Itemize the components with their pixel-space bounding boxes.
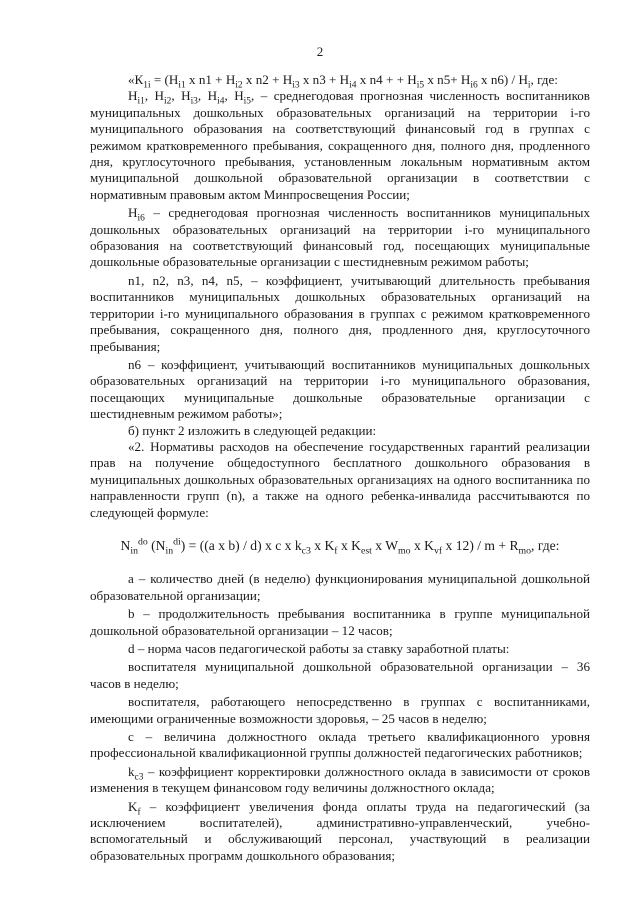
formula-sub: in — [165, 545, 174, 557]
item-b: б) пункт 2 изложить в следующей редакции: — [128, 422, 377, 438]
document-body — [90, 72, 590, 864]
formula-part: (N — [147, 537, 166, 553]
definition-kf — [90, 799, 590, 865]
formula-sub: i5 — [416, 80, 425, 91]
definition-d: d – норма часов педагогической работы за ставку заработной платы: — [128, 641, 510, 656]
term-sub: i3 — [190, 97, 198, 108]
definition-text: – коэффициент корректировки должностного оклада в зависимости от сроков изменения в текущем финансовом году величины должностного оклада; — [90, 763, 590, 796]
formula-sub: i — [527, 80, 531, 91]
definition-d1: воспитателя муниципальной дошкольной образовательной организации – 36 часов в неделю; — [90, 659, 590, 691]
term-sub: i6 — [137, 213, 145, 224]
page-number: 2 — [316, 44, 324, 59]
formula-part: x n5+ Н — [424, 72, 471, 87]
formula-sup: di — [173, 536, 181, 548]
term: Н — [128, 205, 138, 221]
formula-sub: c3 — [301, 545, 311, 557]
term: k — [128, 763, 135, 779]
term: , Н — [197, 88, 218, 104]
term-sub: i2 — [164, 97, 172, 108]
formula-part: x W — [371, 537, 399, 553]
formula-part: x K — [310, 537, 335, 553]
definition-text: – коэффициент увеличения фонда оплаты труда на педагогический (за исключением воспитателей), административно-управленческий, учебно-вспомогательный и обслуживающий персонал, участвующий в реализации образовательных программ дошкольного образования; — [90, 798, 590, 863]
formula-sub: i1 — [178, 80, 186, 91]
formula-sub: mo — [398, 545, 411, 557]
definition-a: a – количество дней (в неделю) функционирования муниципальной дошкольной образовательной организации; — [90, 571, 590, 603]
term: , Н — [224, 88, 244, 104]
definition-text: , – среднегодовая прогнозная численность воспитанников муниципальных дошкольных образовательных организаций на территории i-го муниципального образования на соответствующий финансовый год в группах с режимом кратковременного пребывания, сокращенного дня, полного дня, продленного дня, круглосуточного пребывания, установленным локальным нормативным актом муниципальной дошкольной образовательной организации в соответствии с нормативным правовым актом Минпросвещения России; — [90, 88, 590, 202]
formula-part: x n2 + Н — [242, 72, 293, 87]
formula-part: N — [120, 537, 131, 553]
term-sub: i5 — [243, 97, 251, 108]
formula-part: x n4 + + Н — [356, 72, 417, 87]
formula-part: , где: — [530, 72, 558, 87]
definition-n: n1, n2, n3, n4, n5, – коэффициент, учитывающий длительность пребывания воспитанников муниципальных дошкольных образовательных организаций на территории i-го муниципального образования в группах с режимом кратковременного пребывания, сокращенного дня, полного дня, продленного дня, круглосуточного пребывания; — [90, 272, 590, 354]
term: , Н — [144, 88, 165, 104]
term-sub: c3 — [134, 772, 144, 783]
formula-part: = (Н — [150, 72, 179, 87]
formula-sub: i4 — [349, 80, 357, 91]
term: K — [128, 798, 138, 814]
formula-sub: i3 — [292, 80, 300, 91]
formula-k — [90, 72, 590, 91]
definition-b: b – продолжительность пребывания воспитанника в группе муниципальной дошкольной образовательной организации – 12 часов; — [90, 606, 590, 638]
formula-part: x K — [337, 537, 361, 553]
definition-hi — [90, 88, 590, 203]
formula-sub: i6 — [470, 80, 478, 91]
definition-c: c – величина должностного оклада третьего квалификационного уровня профессиональной квалификационной группы должностей педагогических работников; — [90, 729, 590, 761]
definition-kc3 — [90, 764, 590, 797]
formula-part: x K — [410, 537, 434, 553]
formula-part: , где: — [531, 537, 560, 553]
formula-part: ) = ((a x b) / d) x c x k — [180, 537, 302, 553]
formula-part: x 12) / m + R — [442, 537, 519, 553]
definition-text: – среднегодовая прогнозная численность воспитанников муниципальных дошкольных образовательных организаций на территории i-го муниципального образования на соответствующий финансовый год, посещающих муниципальные дошкольные образовательные организации с шестидневным режимом работы; — [90, 205, 590, 270]
formula-sub: mo — [518, 545, 532, 557]
term: Н — [128, 88, 138, 104]
formula-n — [90, 536, 590, 557]
definition-hi6 — [90, 205, 590, 271]
formula-sup: do — [137, 536, 148, 548]
term: , Н — [171, 88, 191, 104]
definition-d2: воспитателя, работающего непосредственно в группах с воспитанниками, имеющими ограниченные возможности здоровья, – 25 часов в неделю; — [90, 694, 590, 726]
formula-sub: i2 — [235, 80, 243, 91]
formula-sub: vf — [433, 545, 443, 557]
formula-sub: f — [334, 545, 338, 557]
formula-sub: in — [130, 545, 138, 557]
formula-part: x n1 + Н — [185, 72, 236, 87]
clause-2: «2. Нормативы расходов на обеспечение государственных гарантий реализации прав на получение общедоступного бесплатного дошкольного образования в муниципальных дошкольных образовательных организациях на одного воспитанника по направленности групп (n), а также на одного ребенка-инвалида рассчитываются по следующей формуле: — [90, 438, 590, 520]
term-sub: f — [137, 807, 141, 818]
definition-n6: n6 – коэффициент, учитывающий воспитанников муниципальных дошкольных образовательных организаций на территории i-го муниципального образования, посещающих муниципальные дошкольные образовательные организации с шестидневным режимом работы»; — [90, 356, 590, 422]
term-sub: i1 — [137, 97, 145, 108]
term-sub: i4 — [217, 97, 225, 108]
formula-part: x n3 + Н — [299, 72, 350, 87]
formula-sub: est — [360, 545, 372, 557]
formula-part: x n6) / Н — [477, 72, 528, 87]
formula-part: «К — [128, 72, 144, 87]
formula-sub: 1i — [143, 80, 151, 91]
